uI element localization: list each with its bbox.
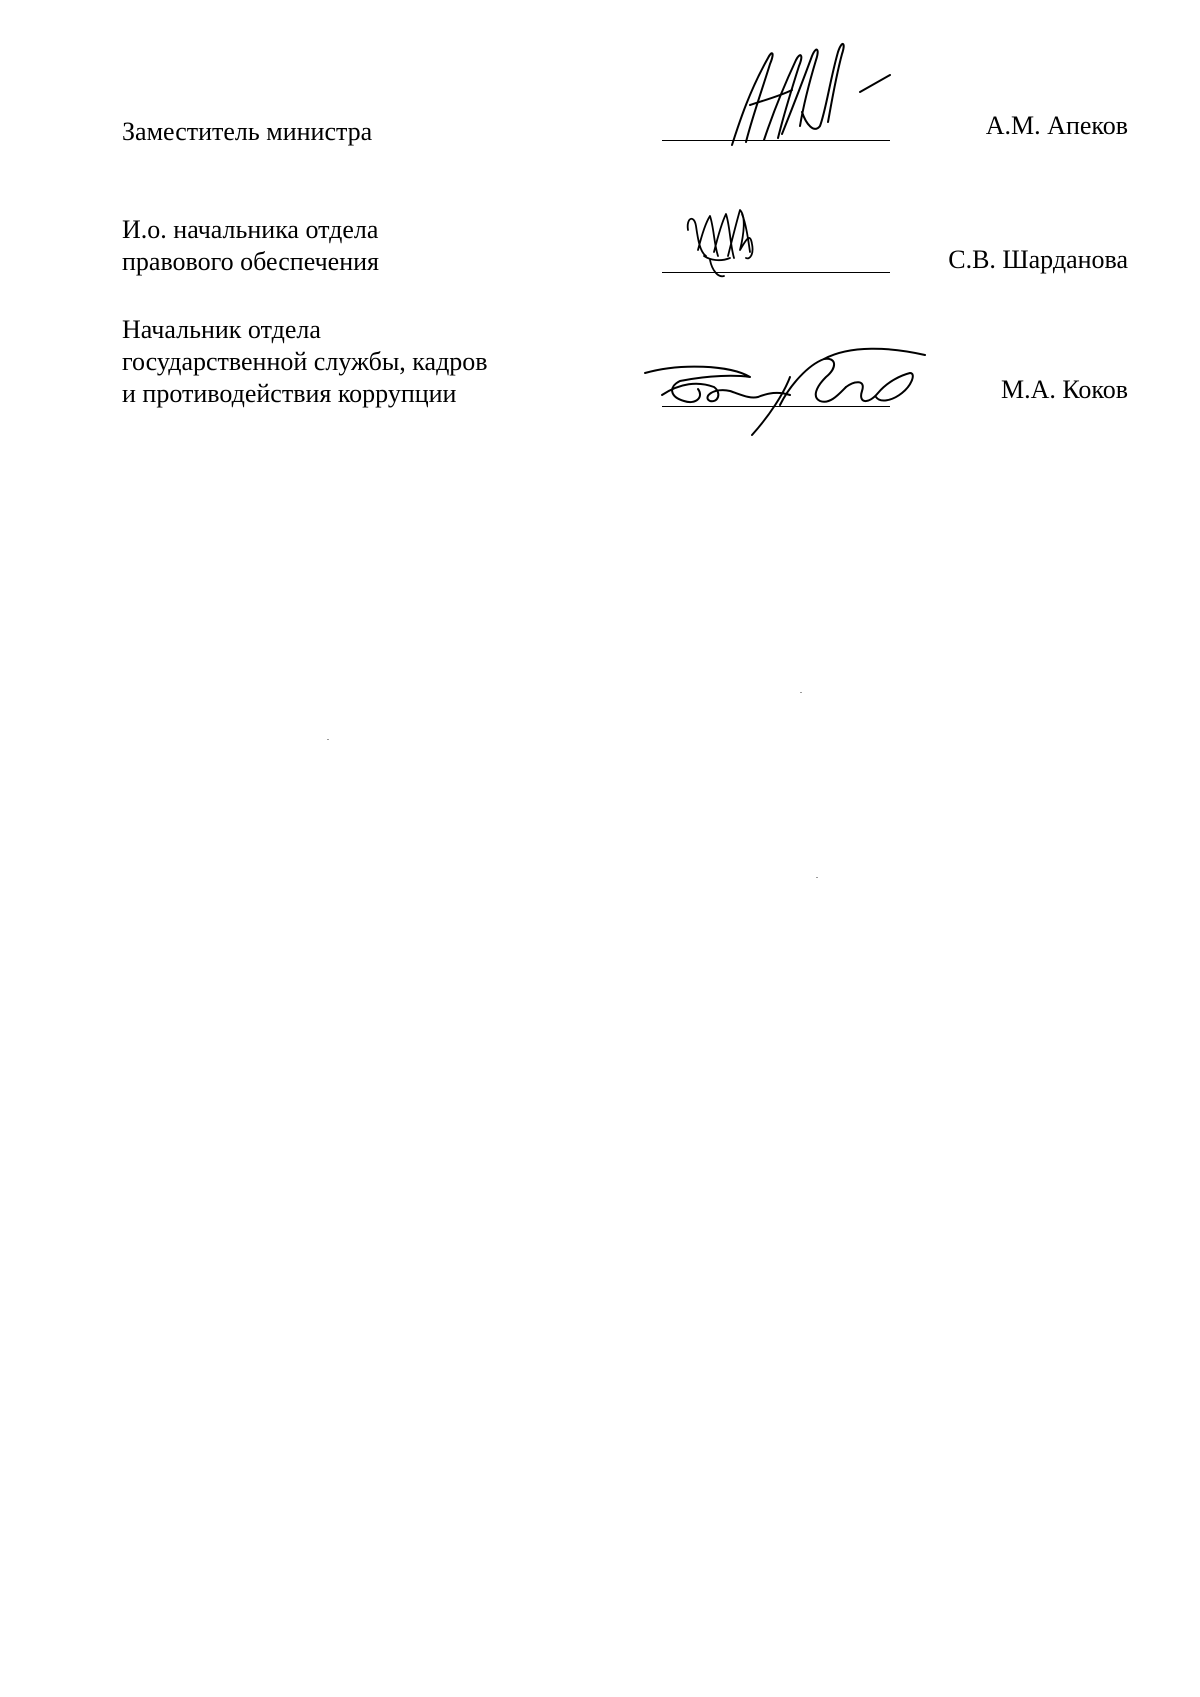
position-line: И.о. начальника отдела bbox=[122, 215, 379, 244]
position-title bbox=[122, 214, 379, 278]
scan-speck bbox=[816, 877, 818, 878]
position-line: Начальник отдела bbox=[122, 315, 321, 344]
signature-line bbox=[662, 406, 890, 407]
handwritten-signature-kokov bbox=[640, 335, 930, 440]
signature-line bbox=[662, 272, 890, 273]
scan-speck bbox=[800, 692, 802, 693]
position-title bbox=[122, 116, 372, 148]
scan-speck bbox=[327, 739, 329, 740]
signer-name: М.А. Коков bbox=[1000, 375, 1128, 404]
signature-line bbox=[662, 140, 890, 141]
signer-name: А.М. Апеков bbox=[985, 111, 1128, 140]
signer-name: С.В. Шарданова bbox=[948, 245, 1128, 274]
handwritten-signature-shardanova bbox=[680, 200, 780, 290]
position-line: государственной службы, кадров bbox=[122, 347, 488, 376]
position-line: и противодействия коррупции bbox=[122, 379, 457, 408]
handwritten-signature-apekov bbox=[720, 30, 900, 150]
position-title bbox=[122, 314, 488, 410]
position-line: правового обеспечения bbox=[122, 247, 379, 276]
position-line: Заместитель министра bbox=[122, 117, 373, 146]
